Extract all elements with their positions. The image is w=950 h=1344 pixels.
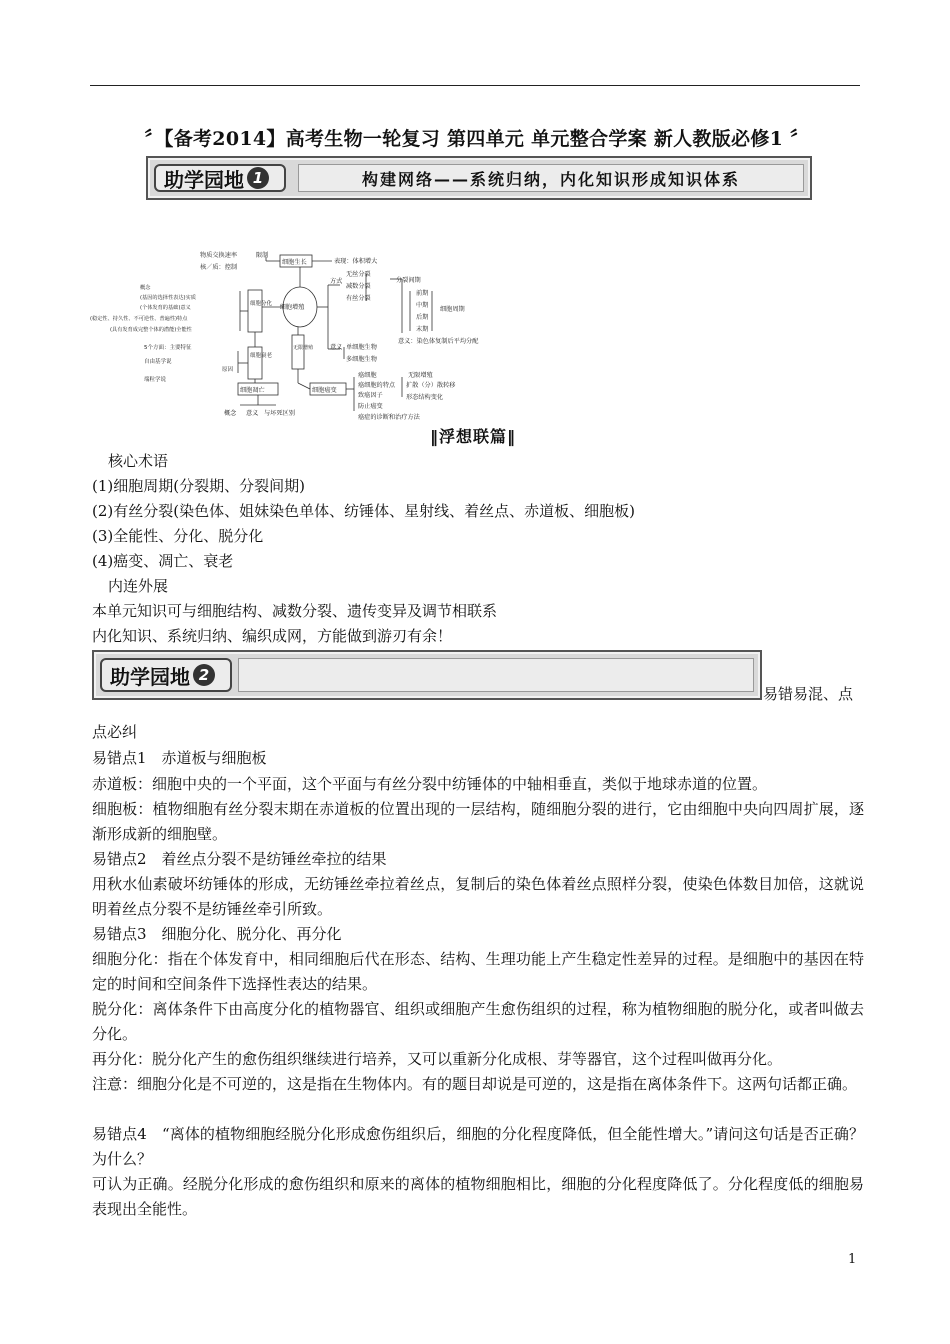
map-limits-title: 限制 (256, 252, 269, 259)
map-stage-4: 末期 (416, 326, 429, 333)
map-diff-3: (稳定性、持久性、不可逆性、普遍性)特点 (90, 316, 188, 322)
page-title: 〞【备考2014】高考生物一轮复习 第四单元 单元整合学案 新人教版必修1 〞 (144, 128, 810, 150)
map-aging-cause: 原因 (222, 367, 234, 373)
point-3-para-1: 细胞分化：指在个体发育中，相同细胞后代在形态、结构、生理功能上产生稳定性差异的过程。是细胞中的基因在特定的时间和空间条件下选择性表达的结果。 (92, 950, 864, 993)
map-trait-1: 扩散（分）散转移 (406, 382, 456, 389)
map-diff: 细胞分化 (250, 301, 273, 307)
map-cancer-1: 癌细胞的特点 (358, 382, 396, 389)
point-1-para-2: 细胞板：植物细胞有丝分裂末期在赤道板的位置出现的一层结构，随细胞分裂的进行，它由细胞中央向四周扩展，逐渐形成新的细胞壁。 (92, 800, 864, 843)
map-aging-0: 5个方面：主要特征 (144, 345, 192, 351)
point-1-para-1: 赤道板：细胞中央的一个平面，这个平面与有丝分裂中纺锤体的中轴相垂直，类似于地球赤道的位置。 (92, 775, 768, 793)
map-aging-2: 端粒学说 (144, 377, 167, 383)
banner-2-badge-label: 助学园地 (110, 664, 190, 689)
fuxiang-label: ‖浮想联篇‖ (430, 427, 517, 446)
map-growth-effect: 表现：体积增大 (334, 258, 378, 265)
point-4-title: 易错点4 “离体的植物细胞经脱分化形成愈伤组织后，细胞的分化程度降低，但全能性增大。”请问这句话是否正确？为什么？ (92, 1125, 864, 1168)
map-diff-1: (基因的选择性表达)实质 (140, 295, 196, 301)
map-stage-1: 前期 (416, 290, 429, 297)
map-stage-2: 中期 (416, 302, 429, 309)
map-limit-1: 核／质：控制 (200, 264, 238, 271)
map-cancer-3: 防止癌变 (358, 403, 383, 410)
map-meaning-title: 意义 (330, 344, 343, 351)
map-limit-0: 物质交换速率 (200, 252, 238, 259)
map-death: 细胞凋亡 (240, 387, 265, 394)
map-trait-0: 无限增殖 (408, 372, 433, 379)
point-2-para-1: 用秋水仙素破坏纺锤体的形成，无纺锤丝牵拉着丝点，复制后的染色体着丝点照样分裂，使染色体数目加倍，这就说明着丝点分裂不是纺锤丝牵引所致。 (92, 875, 864, 918)
point-3-para-4: 注意：细胞分化是不可逆的，这是指在生物体内。有的题目却说是可逆的，这是指在离体条件下。这两句话都正确。 (92, 1075, 858, 1093)
core-term-1: (1)细胞周期(分裂期、分裂间期) (92, 477, 305, 495)
map-diff-2: (个体发育的基础)意义 (140, 305, 191, 311)
banner-2 (92, 650, 762, 700)
map-cancer-4: 癌症的诊断和治疗方法 (358, 414, 420, 421)
banner-1-panel: 构建网络——系统归纳，内化知识形成知识体系 (298, 164, 804, 192)
core-terms-heading: 核心术语 (108, 452, 169, 470)
map-mitosis-meaning: 意义：染色体复制后平均分配 (398, 338, 479, 345)
core-term-2: (2)有丝分裂(染色体、姐妹染色单体、纺锤体、星射线、着丝点、赤道板、细胞板) (92, 502, 635, 520)
banner-2-badge (100, 658, 232, 692)
map-meaning-0: 单细胞生物 (346, 344, 377, 351)
extension-heading: 内连外展 (108, 577, 169, 595)
point-4-para-1: 可认为正确。经脱分化形成的愈伤组织和原来的离体的植物细胞相比，细胞的分化程度降低了。分化程度低的细胞易表现出全能性。 (92, 1175, 864, 1218)
map-death-0: 概念 (224, 410, 237, 417)
map-cancer: 细胞癌变 (312, 387, 337, 394)
banner-1-badge-label: 助学园地 (164, 167, 244, 192)
core-term-4: (4)癌变、凋亡、衰老 (92, 552, 234, 570)
map-aging: 细胞衰老 (250, 353, 273, 359)
banner-1-badge (154, 164, 286, 192)
page-number: 1 (848, 1252, 857, 1267)
banner-2-continued: 点必纠 (92, 723, 138, 741)
map-cycle: 细胞周期 (440, 306, 465, 313)
point-3-para-2: 脱分化：离体条件下由高度分化的植物器官、组织或细胞产生愈伤组织的过程，称为植物细胞的脱分化，或者叫做去分化。 (92, 1000, 864, 1043)
map-diff-0: 概念 (140, 285, 151, 291)
map-cancer-2: 致癌因子 (358, 392, 383, 399)
extension-line-2: 内化知识、系统归纳、编织成网，方能做到游刃有余！ (92, 627, 453, 645)
extension-line-1: 本单元知识可与细胞结构、减数分裂、遗传变异及调节相联系 (92, 602, 498, 620)
map-diff-4: (具有发育成完整个体的潜能)全能性 (110, 327, 192, 333)
banner-1 (146, 156, 812, 200)
map-method-2: 有丝分裂 (346, 295, 371, 302)
point-2-title: 易错点2 着丝点分裂不是纺锤丝牵拉的结果 (92, 850, 387, 868)
point-3-title: 易错点3 细胞分化、脱分化、再分化 (92, 925, 342, 943)
map-stage-3: 后期 (416, 314, 429, 321)
map-trait-2: 形态结构变化 (406, 394, 444, 401)
map-method-1: 减数分裂 (346, 283, 371, 290)
map-death-2: 与坏死区别 (264, 410, 295, 417)
map-center: 细胞增殖 (279, 304, 305, 311)
number-icon: 1 (247, 167, 269, 189)
map-unlimited: 无限增殖 (293, 345, 314, 351)
top-rule (90, 85, 860, 86)
map-cancer-0: 癌细胞 (358, 372, 377, 379)
point-1-title: 易错点1 赤道板与细胞板 (92, 749, 267, 767)
map-death-1: 意义 (246, 410, 259, 417)
map-growth: 细胞生长 (282, 259, 307, 266)
point-3-para-3: 再分化：脱分化产生的愈伤组织继续进行培养，又可以重新分化成根、芽等器官，这个过程叫做再分化。 (92, 1050, 783, 1068)
banner-2-side-text: 易错易混、点 (763, 685, 854, 703)
map-meaning-1: 多细胞生物 (346, 356, 377, 363)
concept-map-svg (90, 245, 540, 423)
map-stage-0: 分裂间期 (396, 277, 421, 284)
map-aging-1: 自由基学说 (144, 359, 172, 365)
banner-2-panel (238, 658, 754, 692)
map-methods-title: 方式 (330, 278, 343, 285)
number-icon: 2 (193, 664, 215, 686)
concept-map (90, 245, 540, 423)
core-term-3: (3)全能性、分化、脱分化 (92, 527, 264, 545)
map-method-0: 无丝分裂 (346, 271, 371, 278)
